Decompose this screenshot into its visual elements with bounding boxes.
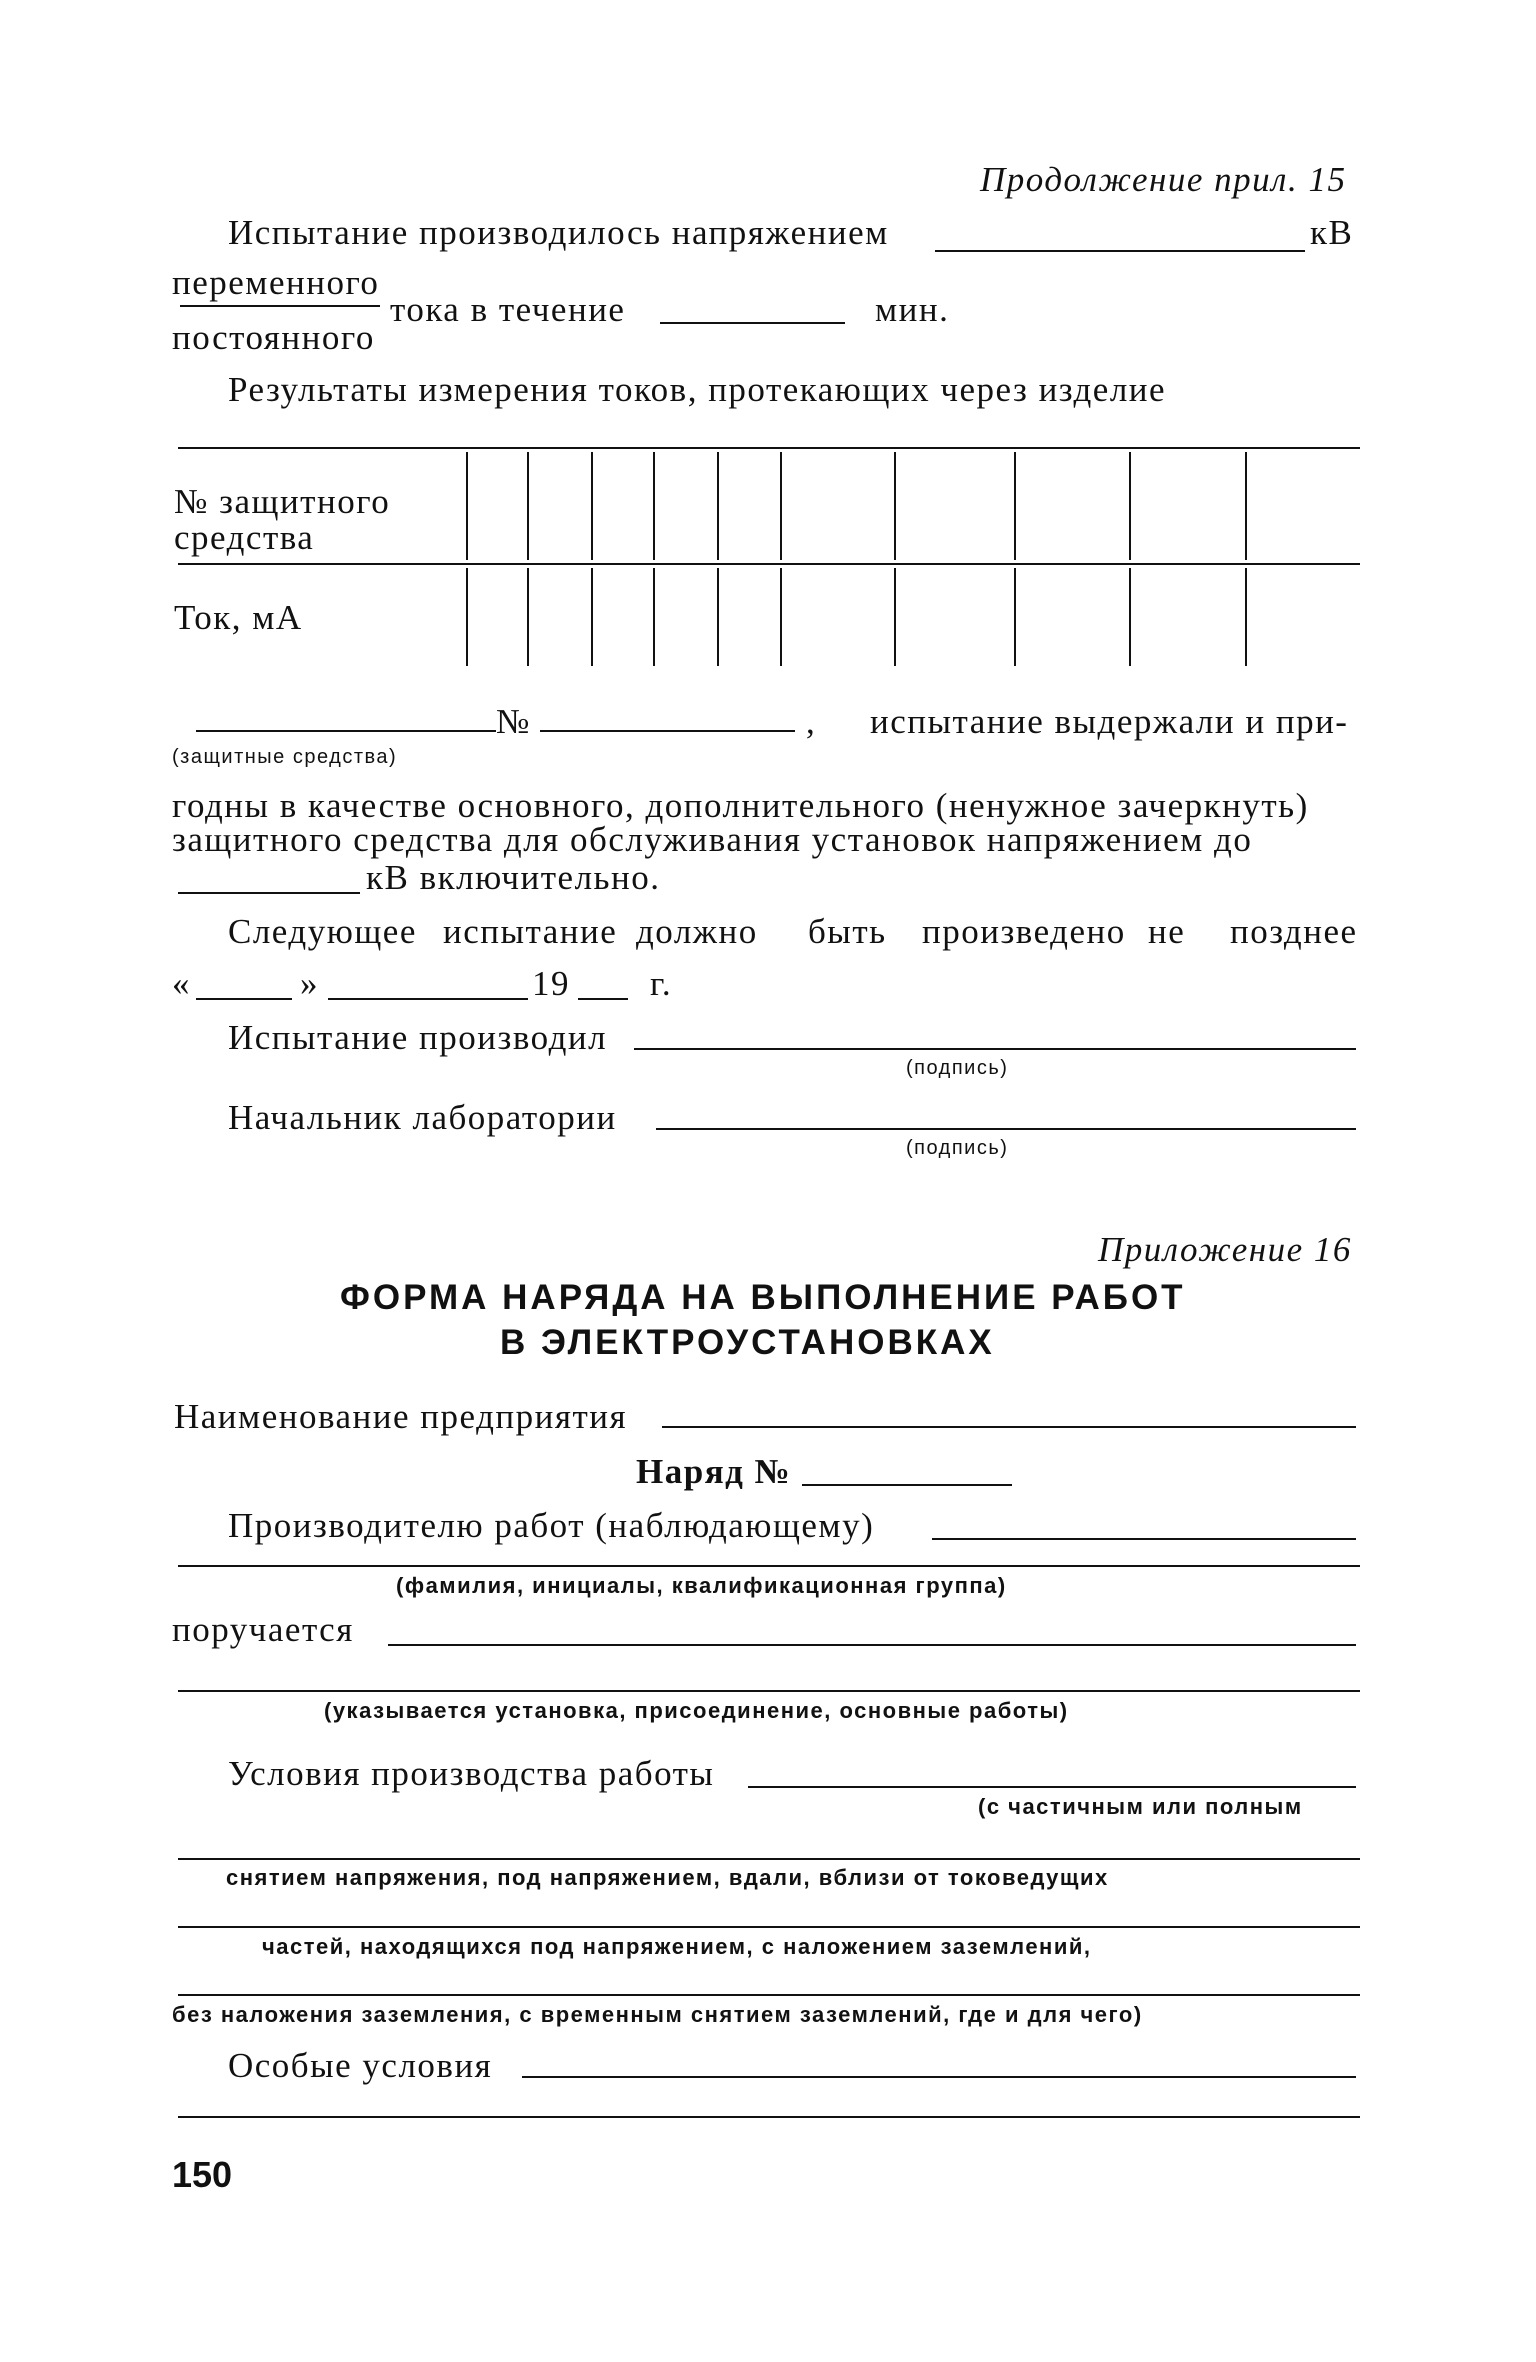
test-voltage-unit: кВ <box>1310 213 1354 252</box>
verdict-number-sign: № <box>496 702 531 741</box>
table-col-line <box>591 568 593 666</box>
next-test-word-1: Следующее <box>228 912 417 951</box>
conditions-field-line-4[interactable] <box>178 1994 1360 1996</box>
conditions-caption-4: без наложения заземления, с временным снятием заземлений, где и для чего) <box>172 2002 1143 2027</box>
duration-label: тока в течение <box>390 290 626 329</box>
order-number-field[interactable] <box>802 1484 1012 1486</box>
table-col-line <box>653 452 655 560</box>
table-col-line <box>894 568 896 666</box>
special-conditions-field-line-2[interactable] <box>178 2116 1360 2118</box>
date-year-suffix: г. <box>650 964 673 1003</box>
date-year-prefix: 19 <box>532 964 570 1003</box>
current-dc-label: постоянного <box>172 318 375 357</box>
tested-by-signature-field[interactable] <box>634 1048 1356 1050</box>
verdict-line-4: кВ включительно. <box>366 858 661 897</box>
assigned-label: поручается <box>172 1610 354 1649</box>
verdict-line-3: защитного средства для обслуживания установок напряжением до <box>172 820 1253 859</box>
device-number-field[interactable] <box>540 730 795 732</box>
table-row-label-current: Ток, мА <box>174 598 303 637</box>
conditions-label: Условия производства работы <box>228 1754 715 1793</box>
table-middle-rule <box>178 563 1360 565</box>
special-conditions-label: Особые условия <box>228 2046 493 2085</box>
table-col-line <box>527 568 529 666</box>
table-col-line <box>466 452 468 560</box>
duration-field[interactable] <box>660 322 845 324</box>
duration-unit: мин. <box>875 290 950 329</box>
verdict-line-2: годны в качестве основного, дополнительного (ненужное зачеркнуть) <box>172 786 1309 825</box>
table-col-line <box>1014 568 1016 666</box>
table-col-line <box>527 452 529 560</box>
table-row-label-device-2: средства <box>174 518 315 557</box>
enterprise-label: Наименование предприятия <box>174 1397 628 1436</box>
lab-head-signature-field[interactable] <box>656 1128 1356 1130</box>
next-test-word-7: позднее <box>1230 912 1358 951</box>
table-col-line <box>1129 568 1131 666</box>
order-label: Наряд № <box>636 1452 792 1491</box>
results-label: Результаты измерения токов, протекающих через изделие <box>228 370 1167 409</box>
assigned-field[interactable] <box>388 1644 1356 1646</box>
table-col-line <box>1129 452 1131 560</box>
date-day-field[interactable] <box>196 998 292 1000</box>
foreman-label: Производителю работ (наблюдающему) <box>228 1506 875 1545</box>
lab-head-caption: (подпись) <box>906 1137 1009 1159</box>
current-ac-label: переменного <box>172 263 380 302</box>
conditions-caption-2: снятием напряжения, под напряжением, вдали, вблизи от токоведущих <box>226 1865 1109 1890</box>
table-col-line <box>717 568 719 666</box>
next-test-word-5: произведено <box>922 912 1126 951</box>
special-conditions-field[interactable] <box>522 2076 1356 2078</box>
date-quote-close: » <box>300 964 319 1003</box>
form-heading-line-1: ФОРМА НАРЯДА НА ВЫПОЛНЕНИЕ РАБОТ <box>340 1278 1186 1317</box>
table-col-line <box>591 452 593 560</box>
next-test-word-3: должно <box>636 912 758 951</box>
assigned-caption: (указывается установка, присоединение, основные работы) <box>324 1698 1069 1723</box>
foreman-field-line-2[interactable] <box>178 1565 1360 1567</box>
date-year-field[interactable] <box>578 998 628 1000</box>
table-col-line <box>653 568 655 666</box>
assigned-field-line-2[interactable] <box>178 1690 1360 1692</box>
current-type-fraction-line <box>180 305 380 307</box>
table-col-line <box>1245 452 1247 560</box>
enterprise-field[interactable] <box>662 1426 1356 1428</box>
device-name-caption: (защитные средства) <box>172 746 398 768</box>
lab-head-label: Начальник лаборатории <box>228 1098 617 1137</box>
conditions-field-line-2[interactable] <box>178 1858 1360 1860</box>
tested-by-label: Испытание производил <box>228 1018 608 1057</box>
date-quote-open: « <box>172 964 191 1003</box>
table-top-rule <box>178 447 1360 449</box>
foreman-caption: (фамилия, инициалы, квалификационная группа) <box>396 1573 1007 1598</box>
appendix-label: Приложение 16 <box>1098 1230 1352 1269</box>
table-col-line <box>894 452 896 560</box>
continuation-label: Продолжение прил. 15 <box>980 160 1347 199</box>
conditions-field-line-3[interactable] <box>178 1926 1360 1928</box>
test-voltage-label: Испытание производилось напряжением <box>228 213 889 252</box>
test-voltage-field[interactable] <box>935 250 1305 252</box>
next-test-word-4: быть <box>808 912 887 951</box>
form-heading-line-2: В ЭЛЕКТРОУСТАНОВКАХ <box>500 1323 995 1362</box>
conditions-caption-3: частей, находящихся под напряжением, с наложением заземлений, <box>262 1934 1092 1959</box>
table-col-line <box>1245 568 1247 666</box>
conditions-caption-1: (с частичным или полным <box>978 1794 1303 1819</box>
table-col-line <box>466 568 468 666</box>
table-col-line <box>780 452 782 560</box>
next-test-word-6: не <box>1148 912 1186 951</box>
verdict-tail: испытание выдержали и при- <box>870 702 1349 741</box>
table-row-label-device: № защитного <box>174 482 391 521</box>
device-name-field[interactable] <box>196 730 496 732</box>
table-col-line <box>780 568 782 666</box>
table-col-line <box>717 452 719 560</box>
voltage-limit-field[interactable] <box>178 892 360 894</box>
verdict-comma: , <box>806 702 817 741</box>
next-test-word-2: испытание <box>443 912 618 951</box>
conditions-field[interactable] <box>748 1786 1356 1788</box>
date-month-field[interactable] <box>328 998 528 1000</box>
tested-by-caption: (подпись) <box>906 1057 1009 1079</box>
table-col-line <box>1014 452 1016 560</box>
page-number: 150 <box>172 2154 233 2195</box>
foreman-field[interactable] <box>932 1538 1356 1540</box>
